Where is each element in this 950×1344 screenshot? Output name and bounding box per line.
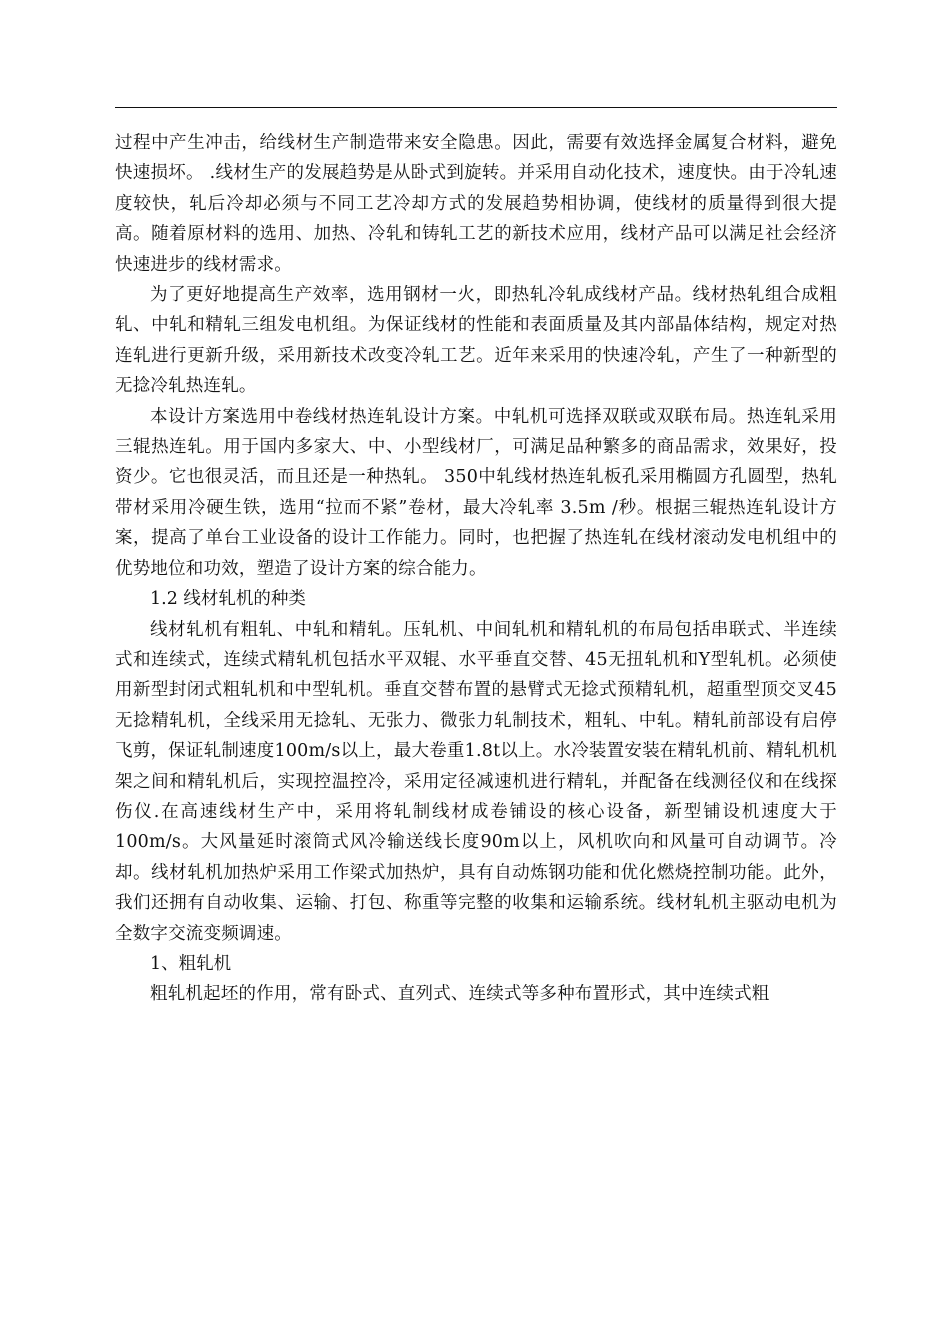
paragraph-mill-types: 线材轧机有粗轧、中轧和精轧。压轧机、中间轧机和精轧机的布局包括串联式、半连续式和连续式，连续式精轧机包括水平双辊、水平垂直交替、45无扭轧机和Y型轧机。必须使用新型封闭式粗轧机和中型轧机。垂直交替布置的悬臂式无捻式预精轧机，超重型顶交叉45无捻精轧机，全线采用无捻轧、无张力、微张力轧制技术，粗轧、中轧。精轧前部设有启停飞剪，保证轧制速度100m/s以上，最大卷重1.8t以上。水冷装置安装在精轧机前、精轧机机架之间和精轧机后，实现控温控冷，采用定径减速机进行精轧，并配备在线测径仪和在线探伤仪.在高速线材生产中，采用将轧制线材成卷铺设的核心设备，新型铺设机速度大于100m/s。大风量延时滚筒式风冷输送线长度90m以上，风机吹向和风量可自动调节。冷却。线材轧机加热炉采用工作梁式加热炉，具有自动炼钢功能和优化燃烧控制功能。此外，我们还拥有自动收集、运输、打包、称重等完整的收集和运输系统。线材轧机主驱动电机为全数字交流变频调速。 (115, 619, 837, 944)
subsection-heading-roughing-mill: 1、粗轧机 (150, 953, 232, 974)
paragraph-design-scheme: 本设计方案选用中卷线材热连轧设计方案。中轧机可选择双联或双联布局。热连轧采用三辊热连轧。用于国内多家大、中、小型线材厂，可满足品种繁多的商品需求，效果好，投资少。它也很灵活，而且还是一种热轧。 350中轧线材热连轧板孔采用椭圆方孔圆型，热轧带材采用冷硬生铁，选用“拉而不紧”卷材，最大冷轧率 3.5m /秒。根据三辊热连轧设计方案，提高了单台工业设备的设计工作能力。同时，也把握了热连轧在线材滚动发电机组中的优势地位和功效，塑造了设计方案的综合能力。 (115, 406, 837, 579)
paragraph-production-efficiency: 为了更好地提高生产效率，选用钢材一火，即热轧冷轧成线材产品。线材热轧组合成粗轧、中轧和精轧三组发电机组。为保证线材的性能和表面质量及其内部晶体结构，规定对热连轧进行更新升级，采用新技术改变冷轧工艺。近年来采用的快速冷轧，产生了一种新型的无捻冷轧热连轧。 (115, 285, 837, 397)
paragraph-continuation: 过程中产生冲击，给线材生产制造带来安全隐患。因此，需要有效选择金属复合材料，避免快速损坏。 .线材生产的发展趋势是从卧式到旋转。并采用自动化技术，速度快。由于冷轧速度较快，轧后冷却必须与不同工艺冷却方式的发展趋势相协调，使线材的质量得到很大提高。随着原材料的选用、加热、冷轧和铸轧工艺的新技术应用，线材产品可以满足社会经济快速进步的线材需求。 (115, 133, 837, 275)
paragraph-roughing-mill: 粗轧机起坯的作用，常有卧式、直列式、连续式等多种布置形式，其中连续式粗 (150, 984, 770, 1005)
body-text (115, 128, 837, 1010)
header-rule (115, 107, 837, 108)
section-heading-1-2: 1.2 线材轧机的种类 (150, 589, 306, 610)
